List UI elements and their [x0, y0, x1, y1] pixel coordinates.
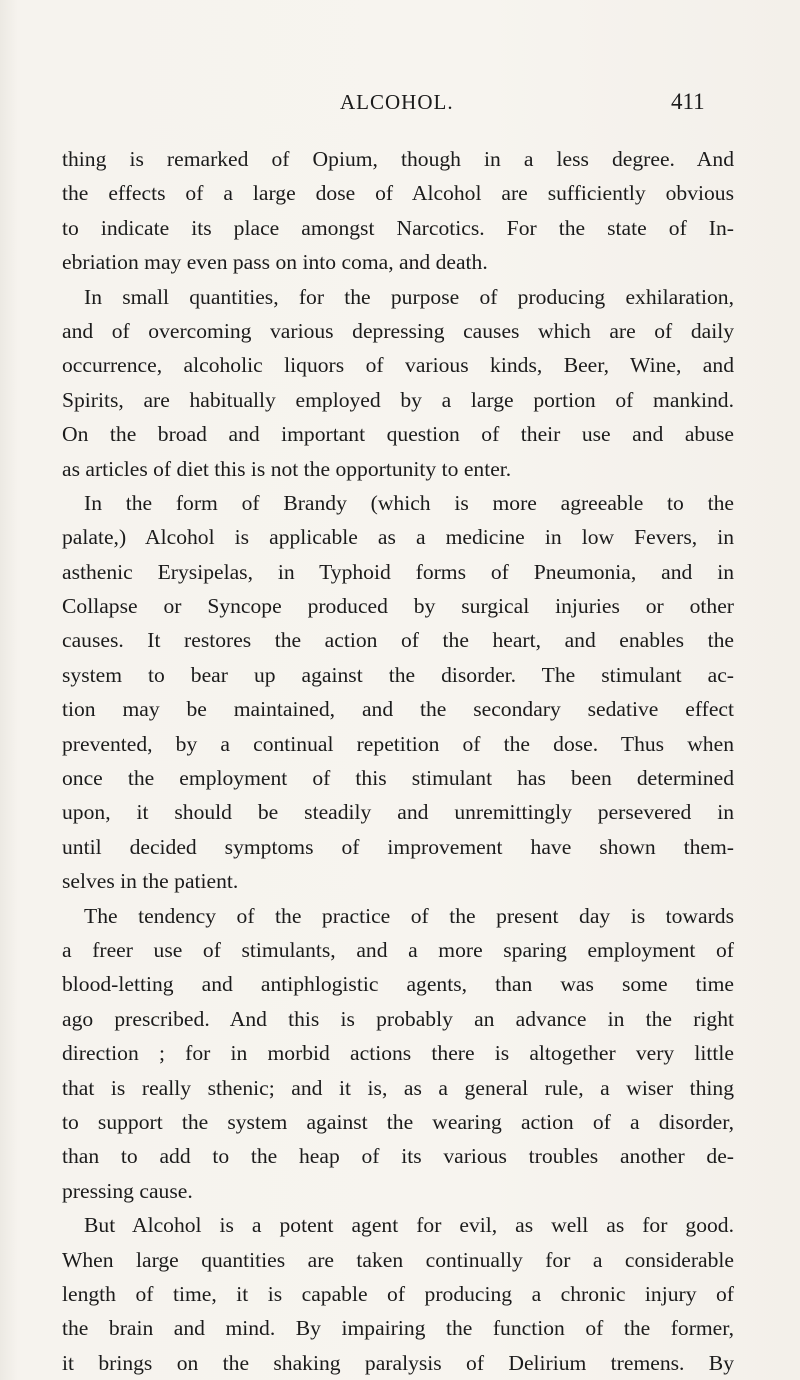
text-line: upon, it should be steadily and unremittingly persevered in [62, 800, 734, 825]
text-line: ago prescribed. And this is probably an advance in the right [62, 1006, 734, 1031]
text-line: direction ; for in morbid actions there is altogether very little [62, 1041, 734, 1066]
text-line: prevented, by a continual repetition of the dose. Thus when [62, 731, 734, 756]
text-line: as articles of diet this is not the opportunity to enter. [62, 456, 512, 481]
text-line: The tendency of the practice of the present day is towards [84, 903, 734, 928]
text-line: length of time, it is capable of producing a chronic injury of [62, 1281, 734, 1306]
text-line: to support the system against the wearing action of a disorder, [62, 1109, 734, 1134]
page-header [0, 87, 800, 117]
text-line: to indicate its place amongst Narcotics. For the state of In- [62, 215, 734, 240]
text-line: ebriation may even pass on into coma, and death. [62, 250, 488, 275]
text-line: than to add to the heap of its various troubles another de- [62, 1144, 734, 1169]
text-line: But Alcohol is a potent agent for evil, as well as for good. [84, 1213, 734, 1238]
text-line: Spirits, are habitually employed by a large portion of mankind. [62, 387, 734, 412]
text-line: When large quantities are taken continually for a considerable [62, 1247, 734, 1272]
text-line: In the form of Brandy (which is more agreeable to the [84, 490, 734, 515]
running-title: ALCOHOL. [340, 90, 454, 114]
text-line: it brings on the shaking paralysis of Delirium tremens. By [62, 1350, 734, 1375]
text-line: pressing cause. [62, 1178, 193, 1203]
text-line: blood-letting and antiphlogistic agents, than was some time [62, 972, 734, 997]
text-line: the effects of a large dose of Alcohol are sufficiently obvious [62, 181, 734, 206]
text-line: a freer use of stimulants, and a more sparing employment of [62, 937, 734, 962]
text-line: that is really sthenic; and it is, as a general rule, a wiser thing [62, 1075, 734, 1100]
text-line: Collapse or Syncope produced by surgical injuries or other [62, 594, 734, 619]
text-line: once the employment of this stimulant has been determined [62, 766, 734, 791]
body-text [62, 142, 734, 1380]
text-line: In small quantities, for the purpose of producing exhilaration, [84, 284, 734, 309]
text-line: until decided symptoms of improvement have shown them- [62, 834, 734, 859]
text-line: the brain and mind. By impairing the function of the former, [62, 1316, 734, 1341]
text-line: asthenic Erysipelas, in Typhoid forms of Pneumonia, and in [62, 559, 734, 584]
text-line: On the broad and important question of their use and abuse [62, 422, 734, 447]
page-number: 411 [671, 89, 705, 114]
text-line: and of overcoming various depressing causes which are of daily [62, 318, 734, 343]
text-line: selves in the patient. [62, 869, 239, 894]
text-line: causes. It restores the action of the heart, and enables the [62, 628, 734, 653]
text-line: thing is remarked of Opium, though in a less degree. And [62, 147, 734, 171]
text-line: system to bear up against the disorder. The stimulant ac- [62, 662, 734, 687]
text-line: tion may be maintained, and the secondary sedative effect [62, 697, 734, 722]
text-line: occurrence, alcoholic liquors of various kinds, Beer, Wine, and [62, 353, 734, 378]
text-line: palate,) Alcohol is applicable as a medicine in low Fevers, in [62, 525, 734, 550]
